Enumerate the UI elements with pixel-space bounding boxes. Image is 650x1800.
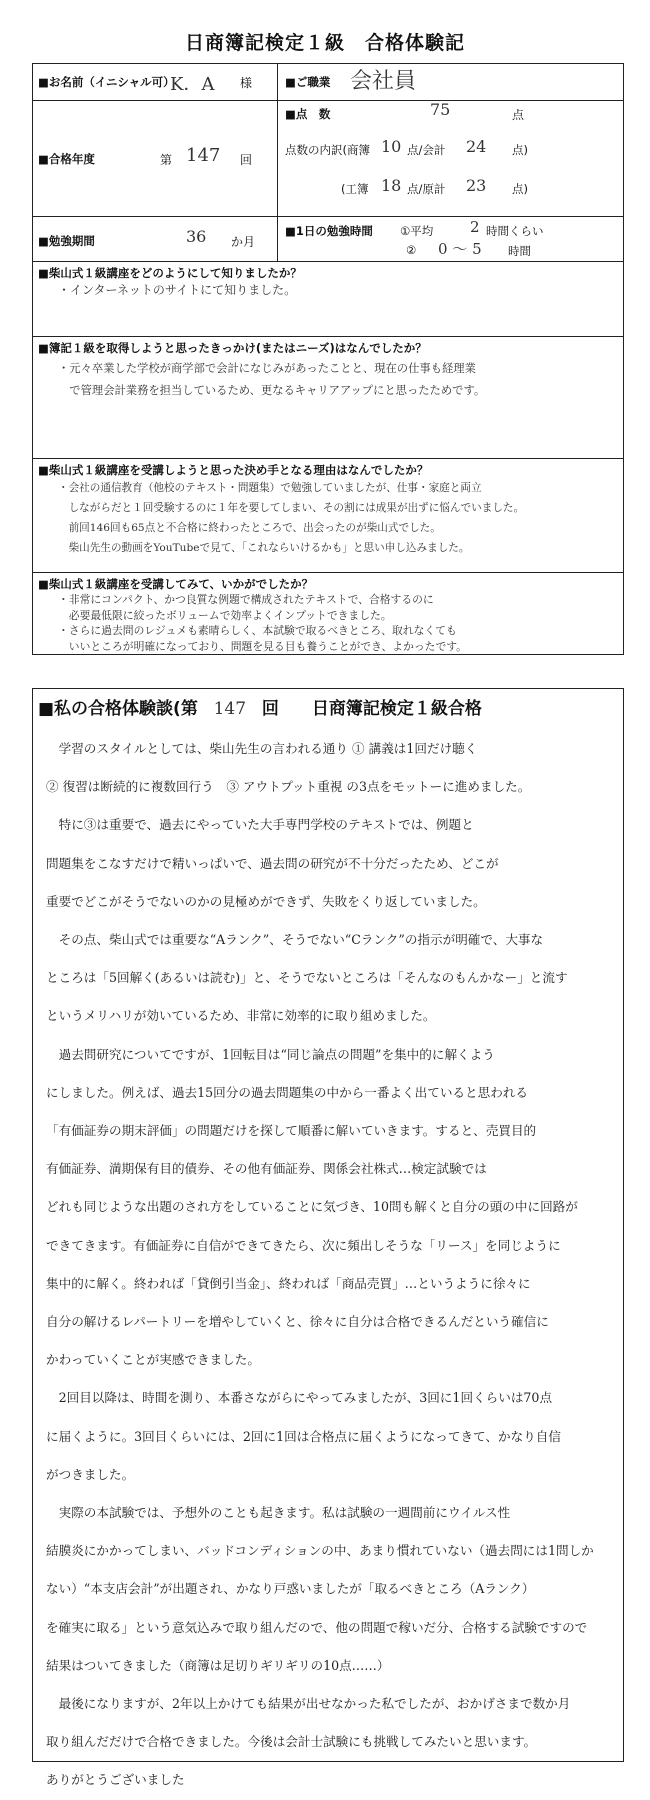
year-label: ■合格年度: [38, 152, 95, 166]
story-line: 特に③は重要で、過去にやっていた大手専門学校のテキストでは、例題と: [46, 817, 474, 833]
story-line: 取り組んだだけで合格できました。今後は会計士試験にも挑戦してみたいと思います。: [46, 1734, 537, 1750]
story-header-number: 147: [213, 699, 247, 719]
story-line: どれも同じような出題のされ方をしていることに気づき、10問も解くと自分の頭の中に回路が: [46, 1199, 578, 1215]
story-line: 最後になりますが、2年以上かけても結果が出せなかった私でしたが、おかげさまで数か月: [46, 1696, 571, 1711]
question-2: ■簿記１級を取得しようと思ったきっかけ(またはニーズ)はなんでしたか？: [38, 341, 427, 355]
story-line: を確実に取る」という意気込みで取り組んだので、他の問題で稼いだ分、合格する試験ですので: [46, 1619, 588, 1635]
range-unit: 時間: [508, 244, 531, 258]
answer-2: ・元々卒業した学校が商学部で会計になじみがあったことと、現在の仕事も経理業 で管理会計業務を担当しているため、更なるキャリアアップにと思ったためです。: [58, 362, 486, 397]
story-line: できてきます。有価証券に自信ができてきたら、次に頻出しそうな「リース」を同じように: [46, 1237, 561, 1253]
genka-label: 点/原計: [407, 182, 446, 196]
breakdown-label: 点数の内訳(商簿: [285, 143, 370, 157]
question-4: ■柴山式１級講座を受講してみて、いかがでしたか？: [38, 577, 314, 591]
story-line: その点、柴山式では重要な“Aランク”、そうでない“Cランク”の指示が明確で、大事な: [46, 932, 544, 947]
question-3: ■柴山式１級講座を受講しようと思った決め手となる理由はなんでしたか？: [38, 463, 429, 477]
score-value: 75: [430, 100, 451, 119]
story-line: 2回目以降は、時間を測り、本番さながらにやってみましたが、3回に1回くらいは70点: [46, 1390, 553, 1406]
job-label: ■ご職業: [285, 75, 331, 89]
avg-value: 2: [470, 218, 480, 236]
story-line: 問題集をこなすだけで精いっぱいで、過去問の研究が不十分だったため、どこが: [46, 855, 499, 871]
score-unit: 点: [512, 108, 525, 122]
story-line: がつきました。: [46, 1466, 135, 1482]
story-line: 重要でどこがそうでないのかの見極めができず、失敗をくり返していました。: [46, 893, 486, 909]
story-line: 有価証券、満期保有目的債券、その他有価証券、関係会社株式…検定試験では: [46, 1161, 487, 1177]
year-suffix: 回: [240, 153, 253, 167]
shobo-value: 10: [381, 137, 402, 156]
kaikei-unit: 点): [512, 143, 528, 157]
story-line: 「有価証券の期末評価」の問題だけを探して順番に解いていきます。すると、売買目的: [46, 1123, 537, 1138]
answer-3: ・会社の通信教育（他校のテキスト・問題集）で勉強していましたが、仕事・家庭と両立 しながらだと１回受験するのに１年を要してしまい、その割には成果が出ずに悩んでいました。 前回146回も65点と不合格に終わったところで、出会ったのが柴山式でした。 柴山先生の動画をYouTubeで見て、「これならいけるかも」と思い申し込みました。: [58, 482, 525, 554]
answer-1: ・インターネットのサイトにて知りました。: [58, 283, 297, 297]
score-label: ■点 数: [285, 107, 331, 121]
story-line: かわっていくことが実感できました。: [46, 1352, 260, 1368]
answer-4: ・非常にコンパクト、かつ良質な例題で構成されたテキストで、合格するのに 必要最低限に絞ったボリュームで効率よくインプットできました。 ・さらに過去問のレジュメも素晴らしく、本試験で取るべきところ、取れなくても いいところが明確になっており、問題を見る目も養うことができ、よかったです。: [58, 593, 467, 653]
story-line: 集中的に解く。終われば「貸倒引当金」、終われば「商品売買」…というように徐々に: [46, 1275, 531, 1291]
story-line: ② 復習は断続的に複数回行う ③ アウトプット重視 の3点をモットーに進めました。: [46, 779, 531, 795]
story-header: [38, 694, 482, 719]
period-label: ■勉強期間: [38, 234, 95, 248]
story-line: 結果はついてきました（商簿は足切りギリギリの10点……）: [46, 1657, 390, 1673]
story-line: ない）“本支店会計”が出題され、かなり戸惑いましたが「取るべきところ（Aランク）: [46, 1581, 535, 1597]
story-line: というメリハリが効いているため、非常に効率的に取り組めました。: [46, 1008, 436, 1024]
year-value: 147: [186, 145, 221, 166]
job-value: 会社員: [350, 69, 417, 94]
kaikei-label: 点/会計: [407, 143, 446, 157]
period-value: 36: [186, 227, 207, 246]
story-line: 実際の本試験では、予想外のことも起きます。私は試験の一週間前にウイルス性: [46, 1505, 511, 1520]
name-label: ■お名前（イニシャル可）: [38, 75, 175, 89]
story-header-mid: 回: [261, 699, 296, 719]
genka-value: 23: [466, 176, 487, 195]
story-header-suffix: 日商簿記検定１級合格: [311, 699, 482, 719]
story-line: 過去問研究についてですが、1回転目は“同じ論点の問題”を集中的に解くよう: [46, 1046, 495, 1062]
name-suffix: 様: [240, 76, 253, 90]
daily-label: ■1日の勉強時間: [285, 224, 373, 238]
story-line: にしました。例えば、過去15回分の過去問題集の中から一番よく出ていると思われる: [46, 1084, 528, 1100]
story-header-prefix: ■私の合格体験談(第: [38, 699, 198, 719]
genka-unit: 点): [512, 182, 528, 196]
kobo-value: 18: [381, 176, 402, 195]
story-line: 自分の解けるレパートリーを増やしていくと、徐々に自分は合格できるんだという確信に: [46, 1314, 549, 1329]
avg-label: ①平均: [400, 224, 434, 238]
page-title: 日商簿記検定１級 合格体験記: [184, 32, 465, 54]
range-label: ②: [406, 243, 417, 257]
story-line: ところは「5回解く(あるいは読む)」と、そうでないところは「そんなのもんかなー」と流す: [46, 970, 568, 986]
kobo-label: (工簿: [341, 182, 369, 196]
avg-unit: 時間くらい: [486, 224, 544, 238]
year-prefix: 第: [160, 153, 173, 167]
range-value: 0 ～ 5: [438, 240, 482, 258]
story-line: 学習のスタイルとしては、柴山先生の言われる通り ① 講義は1回だけ聴く: [46, 741, 478, 756]
story-line: 結膜炎にかかってしまい、バッドコンディションの中、あまり慣れていない（過去問には1問しか: [46, 1543, 594, 1559]
story-line: ありがとうございました: [46, 1772, 185, 1788]
kaikei-value: 24: [466, 137, 487, 156]
story-line: に届くように。3回目くらいには、2回に1回は合格点に届くようになってきて、かなり自信: [46, 1428, 561, 1444]
question-1: ■柴山式１級講座をどのようにして知りましたか？: [38, 266, 302, 280]
name-value: K．A: [170, 74, 215, 95]
period-unit: か月: [231, 235, 256, 249]
